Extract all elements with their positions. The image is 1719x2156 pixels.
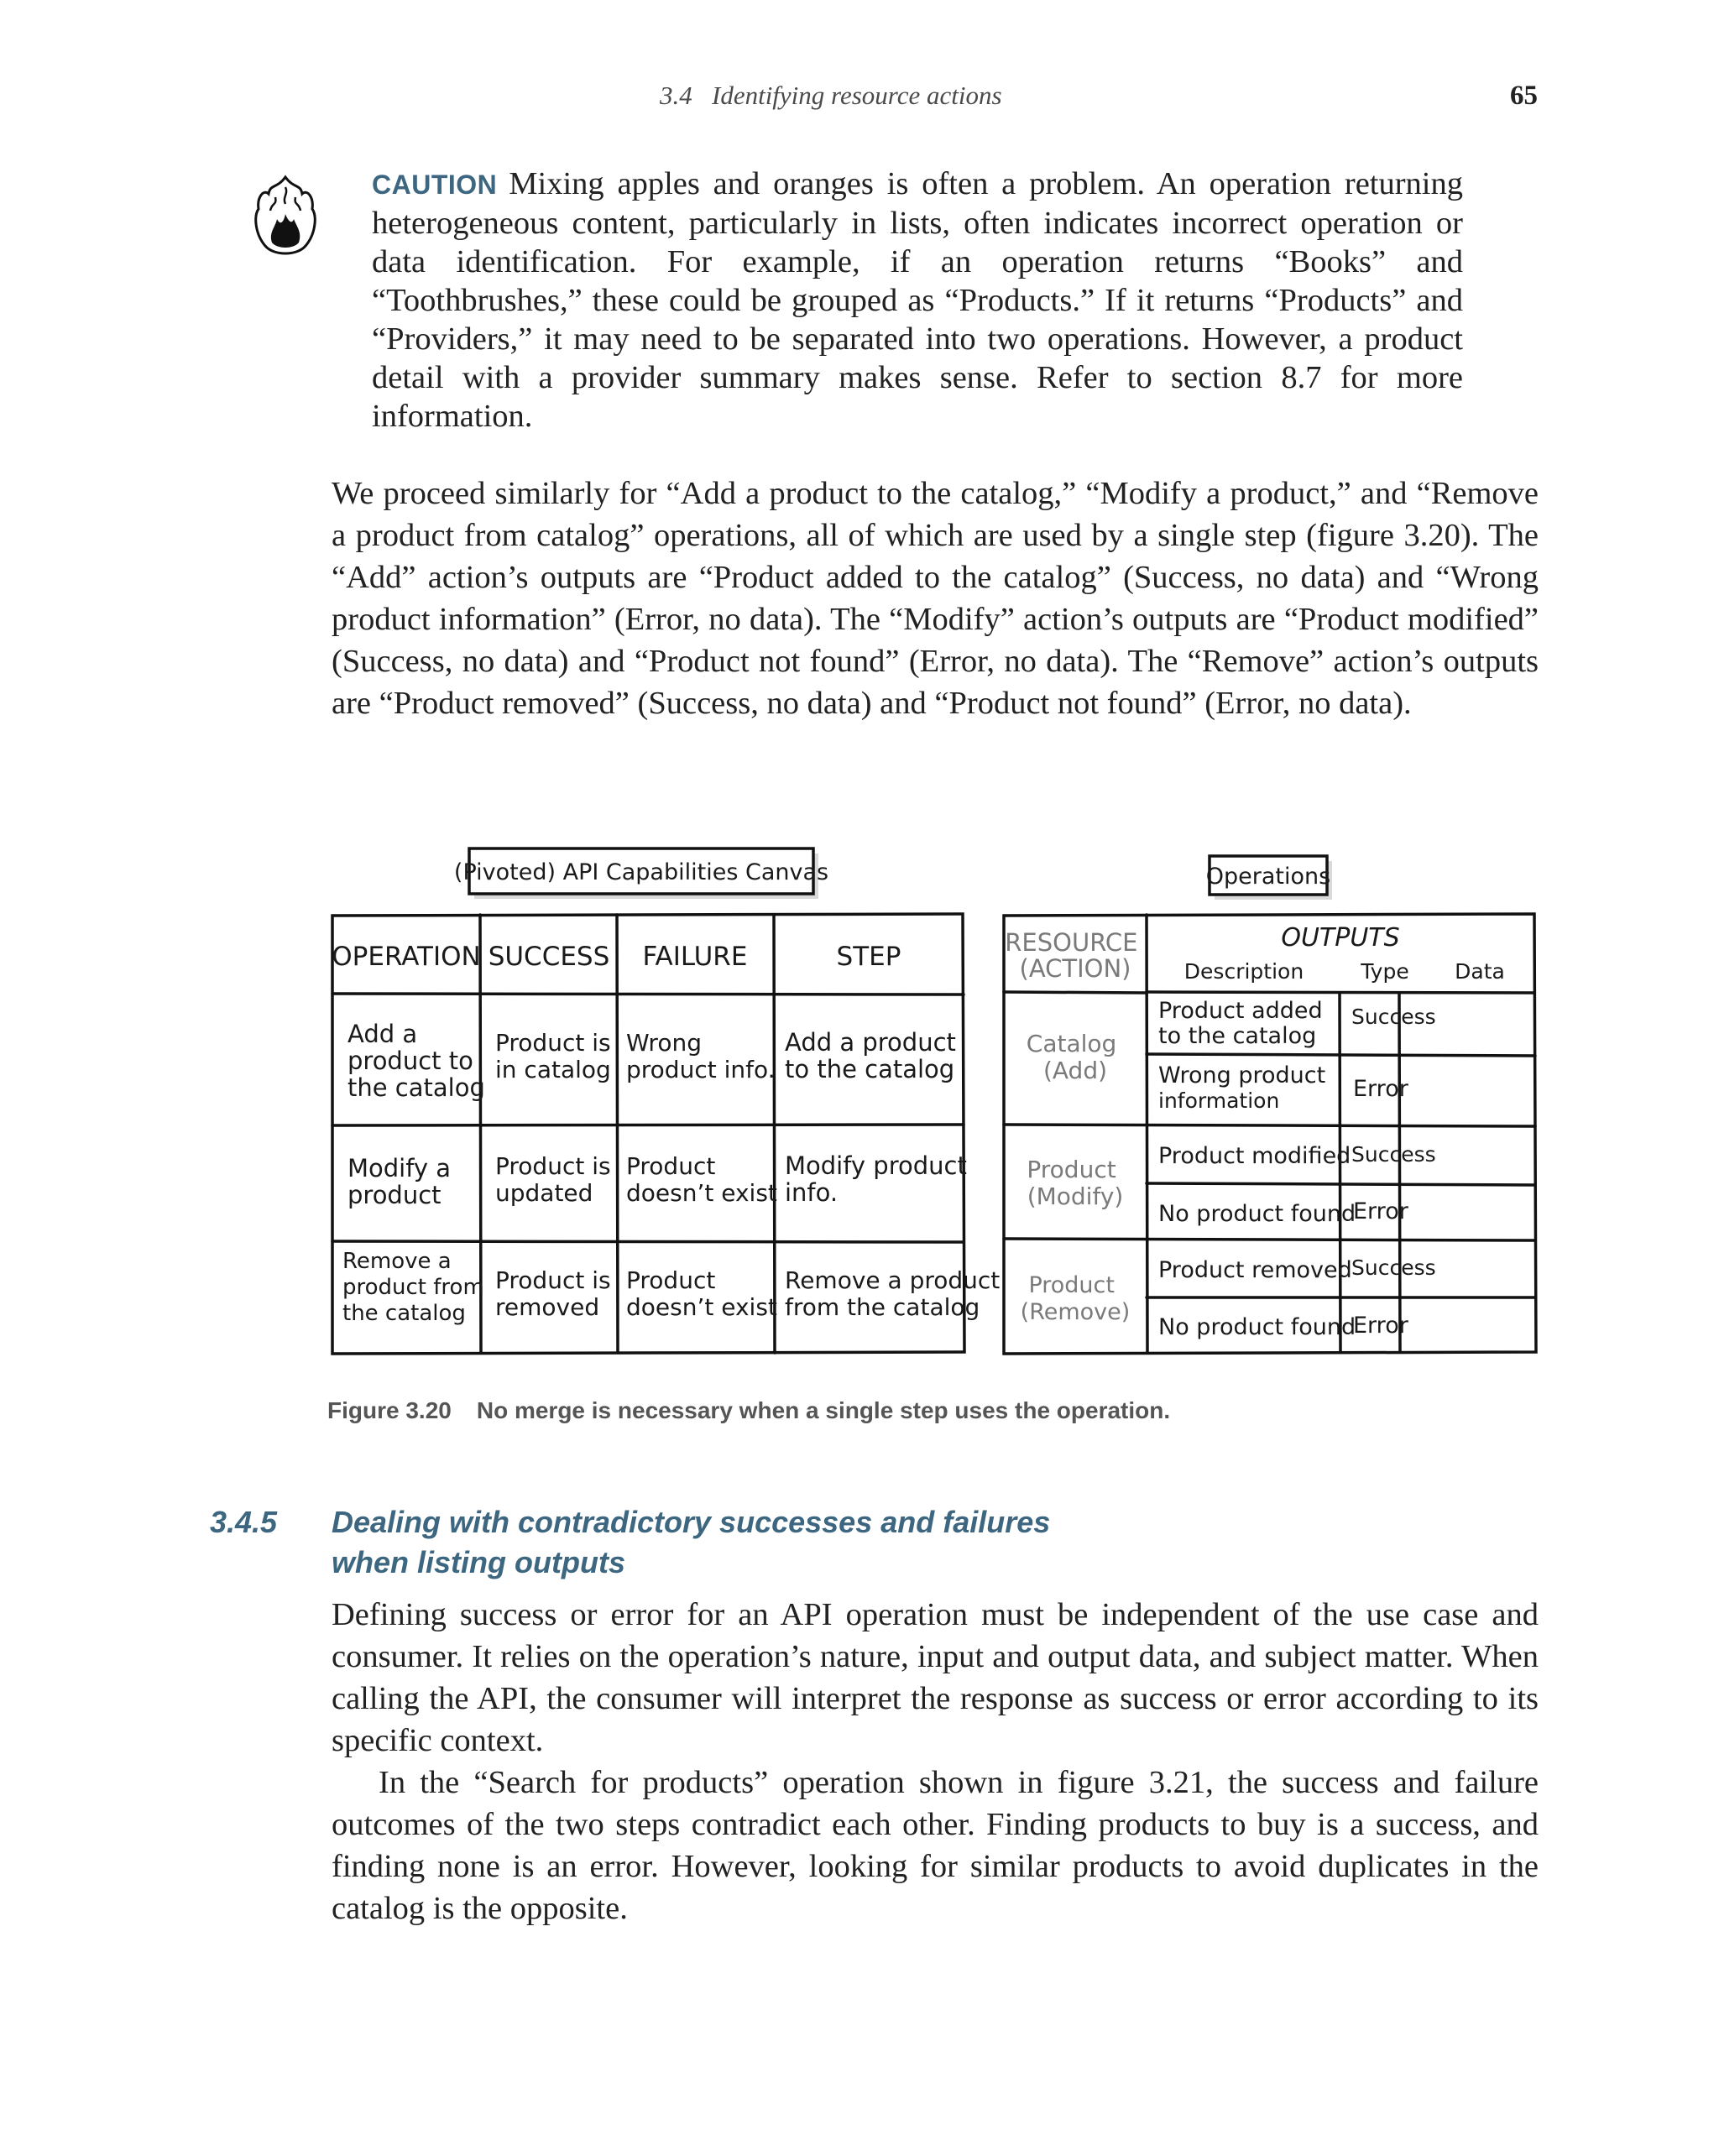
- page-number: 65: [1510, 81, 1538, 111]
- ops-g3-o2-type: Error: [1353, 1313, 1408, 1339]
- canvas-r1-success: Product is in catalog: [495, 1029, 611, 1083]
- figure-caption: [327, 1397, 1544, 1424]
- body-paragraph-2: Defining success or error for an API operation must be independent of the use case and consumer. It relies on the operation’s nature, input and output data, and subject matter. When calling the API, the consumer will interpret the response as success or error according to its specific context.: [332, 1597, 1539, 1758]
- canvas-header-failure: FAILURE: [642, 942, 748, 972]
- caution-text: Mixing apples and oranges is often a problem. An operation returning heterogeneous content, particularly in lists, often indicates incorrect operation or data identification. For example, if an operation returns “Books” and “Toothbrushes,” these could be grouped as “Products.” If it returns “Products” and “Providers,” it may need to be separated into two operations. However, a product detail with a provider summary makes sense. Refer to section 8.7 for more information.: [372, 166, 1463, 434]
- ops-tag: Operations: [1205, 864, 1331, 890]
- ops-g2-o2-description: No product found: [1158, 1201, 1356, 1227]
- section-ref: 3.4: [660, 81, 692, 110]
- canvas-r3-failure: Product doesn’t exist: [626, 1266, 777, 1321]
- ops-g3-resource: Product (Remove): [1020, 1272, 1131, 1325]
- ops-g1-o1-description: Product added to the catalog: [1158, 998, 1323, 1049]
- ops-g3-o2-description: No product found: [1158, 1314, 1356, 1340]
- figure-caption-text: No merge is necessary when a single step uses the operation.: [476, 1397, 1171, 1423]
- ops-g1-resource: Catalog (Add): [1026, 1030, 1117, 1084]
- figure-label: Figure 3.20: [327, 1397, 452, 1423]
- body-paragraph-1: We proceed similarly for “Add a product to the catalog,” “Modify a product,” and “Remove a product from catalog” operations, all of which are used by a single step (figure 3.20). The “Add” action’s outputs are “Product added to the catalog” (Success, no data) and “Wrong product information” (Error, no data). The “Modify” action’s outputs are “Product modified” (Success, no data) and “Product not found” (Error, no data). The “Remove” action’s outputs are “Product removed” (Success, no data) and “Product not found” (Error, no data).: [332, 476, 1539, 721]
- canvas-r2-success: Product is updated: [495, 1152, 611, 1207]
- running-title: [660, 81, 1002, 111]
- figure-svg: [327, 839, 1544, 1368]
- caution-label: CAUTION: [372, 170, 498, 200]
- ops-g1-o1-type: Success: [1351, 1005, 1436, 1029]
- ops-g2-o1-type: Success: [1351, 1142, 1436, 1167]
- canvas-r3-success: Product is removed: [495, 1266, 611, 1321]
- ops-header-data: Data: [1455, 959, 1505, 984]
- ops-header-type: Type: [1361, 959, 1409, 984]
- canvas-header-step: STEP: [836, 942, 901, 972]
- canvas-r1-failure: Wrong product info.: [626, 1029, 776, 1083]
- canvas-r2-failure: Product doesn’t exist: [626, 1152, 777, 1207]
- ops-g3-o1-type: Success: [1351, 1255, 1436, 1280]
- section-title-line-1: Dealing with contradictory successes and failures: [332, 1505, 1051, 1539]
- chapter-section-title: Identifying resource actions: [712, 81, 1002, 110]
- ops-g2-o1-description: Product modified: [1158, 1143, 1351, 1169]
- canvas-r2-operation: Modify a product: [347, 1154, 452, 1209]
- canvas-header-success: SUCCESS: [488, 942, 610, 972]
- caution-note: [372, 164, 1463, 436]
- canvas-r3-step: Remove a product from the catalog: [785, 1266, 1001, 1321]
- ops-header-description: Description: [1183, 959, 1304, 984]
- canvas-r1-step: Add a product to the catalog: [785, 1028, 956, 1083]
- ops-g2-resource: Product (Modify): [1027, 1156, 1124, 1210]
- ops-g1-o2-type: Error: [1353, 1076, 1408, 1102]
- section-title-line-2: when listing outputs: [332, 1545, 625, 1579]
- ops-header-outputs: OUTPUTS: [1281, 923, 1400, 953]
- flame-icon: [252, 172, 319, 264]
- canvas-header-operation: OPERATION: [332, 942, 481, 972]
- ops-g1-o2-description: Wrong product information: [1158, 1062, 1326, 1113]
- ops-g2-o2-type: Error: [1353, 1198, 1408, 1224]
- section-number: 3.4.5: [210, 1505, 278, 1539]
- figure-3-20: [327, 839, 1544, 1368]
- ops-g3-o1-description: Product removed: [1158, 1257, 1352, 1283]
- page-header: [0, 81, 1719, 123]
- canvas-r3-operation: Remove a product from the catalog: [342, 1249, 484, 1326]
- section-title: [332, 1502, 1255, 1583]
- ops-header-resource: RESOURCE (ACTION): [1005, 928, 1138, 983]
- canvas-tag: (Pivoted) API Capabilities Canvas: [453, 859, 829, 885]
- canvas-r2-step: Modify product info.: [785, 1151, 967, 1207]
- canvas-r1-operation: Add a product to the catalog: [347, 1020, 485, 1102]
- body-paragraph-3: In the “Search for products” operation shown in figure 3.21, the success and failure outcomes of the two steps contradict each other. Finding products to buy is a success, and finding none is an error. However, looking for similar products to avoid duplicates in the catalog is the opposite.: [332, 1765, 1539, 1926]
